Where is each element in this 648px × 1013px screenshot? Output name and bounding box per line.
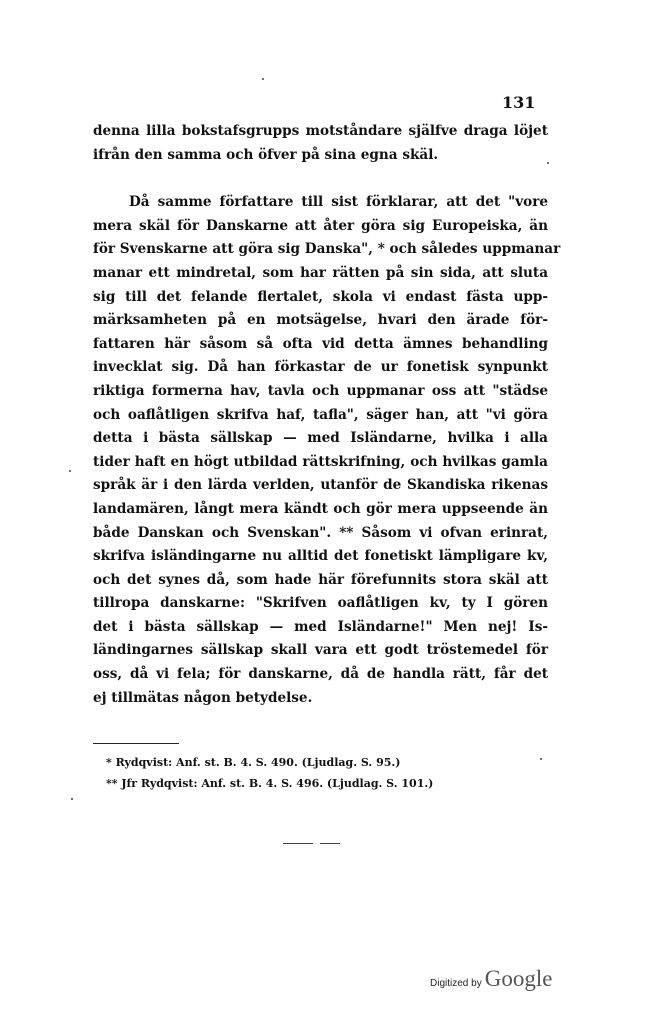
- body-text: [93, 120, 561, 710]
- scan-speck: [71, 798, 73, 800]
- text-line: invecklat sig. Då han förkastar de ur fonetisk synpunkt: [93, 359, 548, 376]
- text-line: riktiga formerna hav, tavla och uppmanar oss att "städse: [93, 382, 548, 399]
- footnote: * Rydqvist: Anf. st. B. 4. S. 490. (Ljudlag. S. 95.): [106, 756, 401, 769]
- text-line: skrifva isländingarne nu alltid det fonetiskt lämpligare kv,: [93, 548, 548, 565]
- text-line: sig till det felande flertalet, skola vi endast fästa upp-: [93, 288, 548, 305]
- text-line: oss, då vi fela; för danskarne, då de handla rätt, får det: [93, 666, 548, 683]
- footnote: ** Jfr Rydqvist: Anf. st. B. 4. S. 496. (Ljudlag. S. 101.): [106, 777, 434, 790]
- text-line: ifrån den samma och öfver på sina egna skäl.: [93, 146, 439, 163]
- watermark-prefix: Digitized by: [430, 978, 482, 989]
- paragraph-gap: [93, 167, 548, 191]
- scan-speck: [262, 78, 264, 80]
- footnotes: [106, 752, 433, 794]
- text-line: fattaren här såsom så ofta vid detta ämnes behandling: [93, 335, 548, 352]
- text-line: tillropa danskarne: "Skrifven oaflåtligen kv, ty I gören: [93, 595, 548, 612]
- text-line: språk är i den lärda verlden, utanför de Skandiska rikenas: [93, 477, 548, 494]
- text-line: detta i bästa sällskap — med Isländarne, hvilka i alla: [93, 430, 548, 447]
- text-line: Då samme författare till sist förklarar, att det "vore: [129, 194, 548, 211]
- text-line: och det synes då, som hade här förefunnits stora skäl att: [93, 571, 548, 588]
- page-number: 131: [502, 93, 536, 112]
- text-line: manar ett mindretal, som har rätten på sin sida, att sluta: [93, 264, 548, 281]
- text-line: det i bästa sällskap — med Isländarne!" Men nej! Is-: [93, 618, 548, 635]
- footnote-divider: [93, 743, 179, 744]
- text-line: tider haft en högt utbildad rättskrifning, och hvilkas gamla: [93, 453, 548, 470]
- text-line: och oaflåtligen skrifva haf, tafla", säger han, att "vi göra: [93, 406, 548, 423]
- text-line: för Svenskarne att göra sig Danska", * och således uppmanar: [93, 241, 561, 258]
- text-line: märksamheten på en motsägelse, hvari den ärade för-: [93, 312, 548, 329]
- end-rule: [283, 843, 313, 844]
- text-line: denna lilla bokstafsgrupps motståndare själfve draga löjet: [93, 123, 548, 139]
- text-line: ländingarnes sällskap skall vara ett godt tröstemedel för: [93, 642, 548, 659]
- end-rule: [320, 843, 340, 844]
- google-logo: Google: [484, 966, 553, 991]
- scan-speck: [547, 162, 549, 164]
- text-line: mera skäl för Danskarne att åter göra sig Europeiska, än: [93, 217, 548, 234]
- digitized-by-watermark: [430, 966, 552, 992]
- text-line: ej tillmätas någon betydelse.: [93, 689, 313, 706]
- text-line: landamären, långt mera kändt och gör mera uppseende än: [93, 500, 548, 517]
- scan-speck: [540, 758, 542, 760]
- scan-speck: [69, 470, 71, 472]
- text-line: både Danskan och Svenskan". ** Såsom vi ofvan erinrat,: [93, 524, 548, 541]
